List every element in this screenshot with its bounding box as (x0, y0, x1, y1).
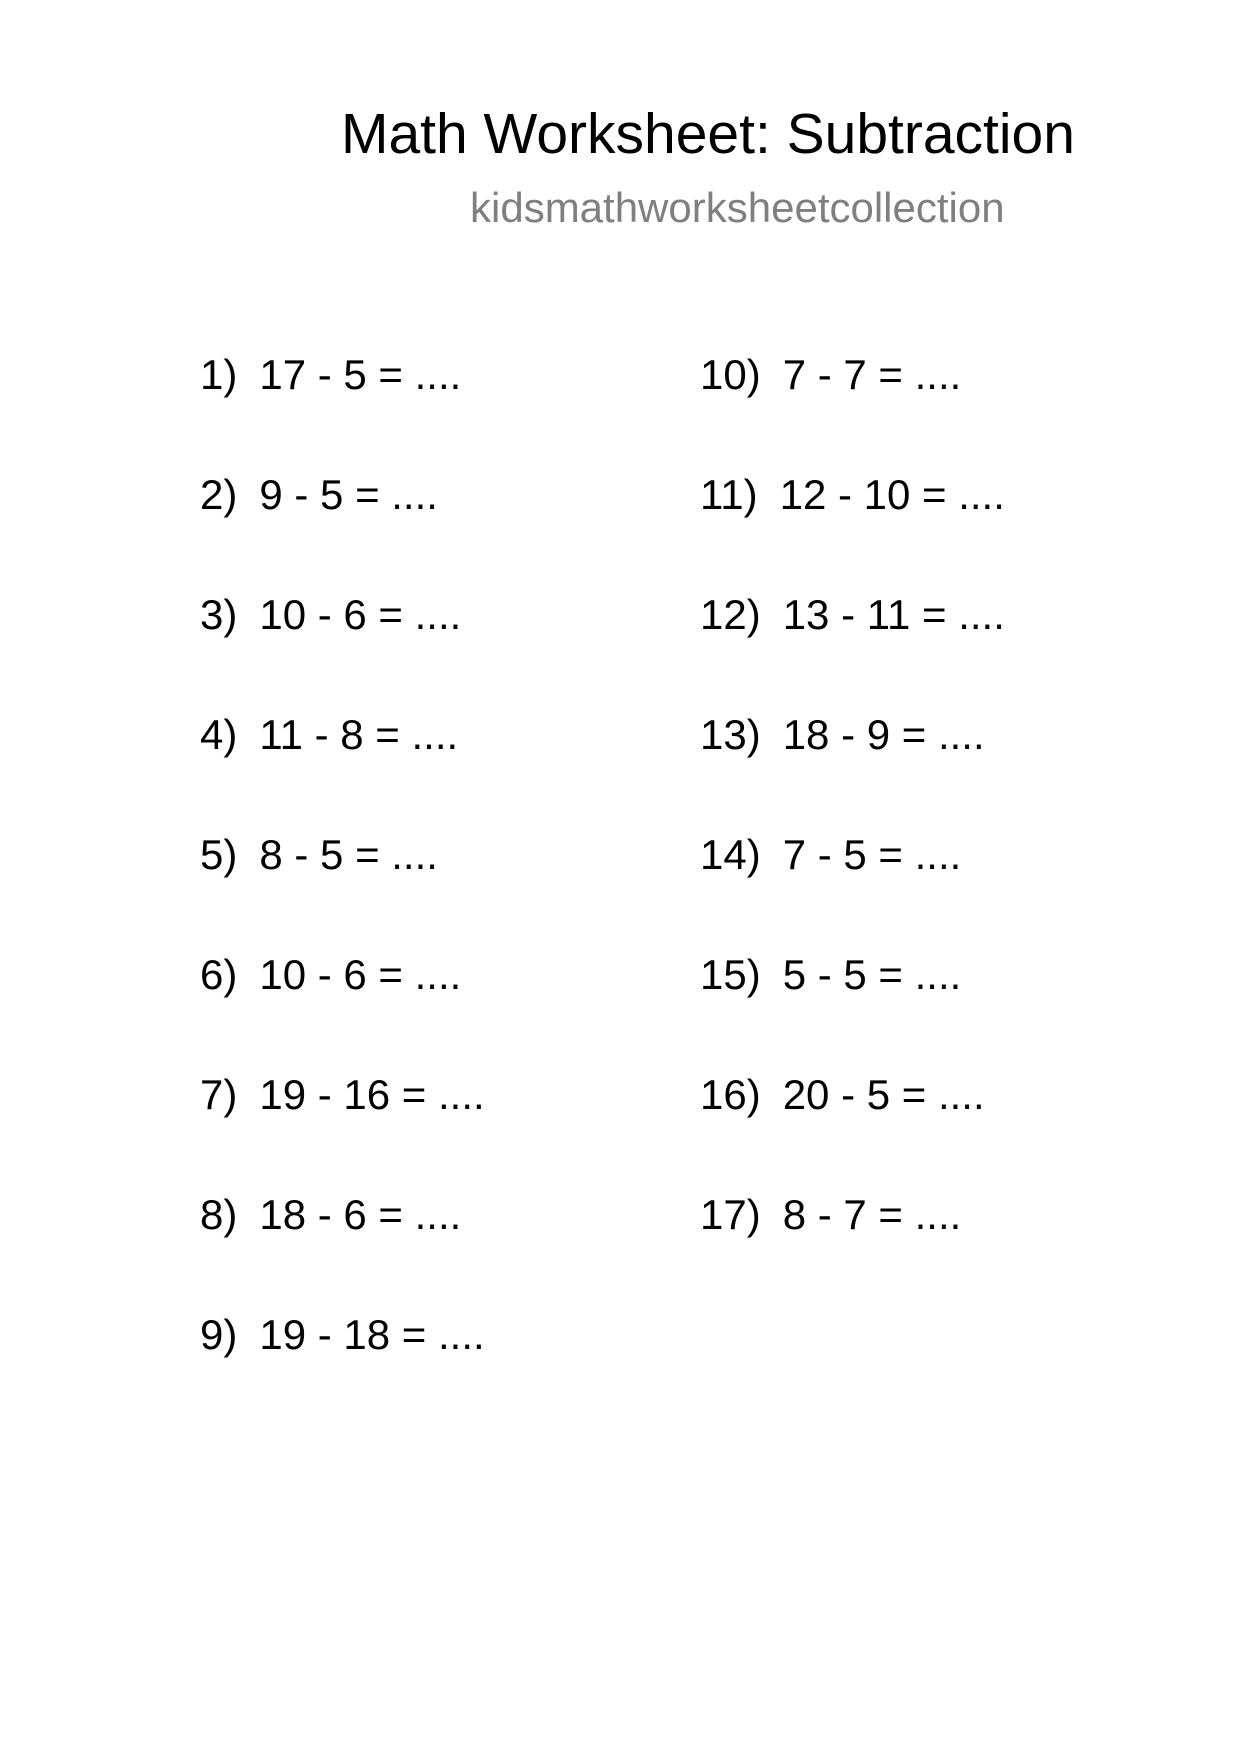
problem-expression: 8 - 7 = .... (782, 1191, 962, 1238)
problem-number: 7) (200, 1071, 238, 1118)
problem-number: 17) (700, 1191, 761, 1238)
problem-item (700, 1185, 1005, 1305)
problem-item (700, 345, 1005, 465)
problem-number: 4) (200, 711, 238, 758)
problem-expression: 17 - 5 = .... (259, 351, 462, 398)
page-subtitle: kidsmathworksheetcollection (470, 184, 1005, 231)
problem-expression: 11 - 8 = .... (259, 711, 459, 758)
problem-expression: 10 - 6 = .... (259, 591, 462, 638)
problem-expression: 19 - 18 = .... (259, 1311, 485, 1358)
problem-number: 9) (200, 1311, 238, 1358)
problem-item (200, 945, 485, 1065)
problem-item (200, 345, 485, 465)
problem-item (200, 825, 485, 945)
problem-number: 14) (700, 831, 761, 878)
problem-item (200, 1065, 485, 1185)
problem-item (200, 1185, 485, 1305)
problem-item (200, 465, 485, 585)
problem-expression: 7 - 7 = .... (782, 351, 962, 398)
problem-number: 15) (700, 951, 761, 998)
problem-expression: 7 - 5 = .... (782, 831, 962, 878)
problem-number: 3) (200, 591, 238, 638)
problem-number: 13) (700, 711, 761, 758)
problem-number: 10) (700, 351, 761, 398)
problem-expression: 20 - 5 = .... (782, 1071, 985, 1118)
problem-item (700, 465, 1005, 585)
problem-item (700, 825, 1005, 945)
problem-expression: 10 - 6 = .... (259, 951, 462, 998)
problem-number: 1) (200, 351, 238, 398)
problem-expression: 19 - 16 = .... (259, 1071, 485, 1118)
page-title: Math Worksheet: Subtraction (341, 102, 1075, 166)
problem-number: 2) (200, 471, 238, 518)
problem-number: 16) (700, 1071, 761, 1118)
problem-column-right (700, 345, 1005, 1305)
problem-number: 5) (200, 831, 238, 878)
problem-expression: 5 - 5 = .... (782, 951, 962, 998)
problem-column-left (200, 345, 485, 1425)
problem-expression: 13 - 11 = .... (782, 591, 1005, 638)
problem-number: 11) (700, 471, 758, 518)
problem-number: 8) (200, 1191, 238, 1238)
problem-item (700, 1065, 1005, 1185)
problem-item (200, 1305, 485, 1425)
problem-expression: 12 - 10 = .... (779, 471, 1005, 518)
problem-number: 6) (200, 951, 238, 998)
problem-item (200, 705, 485, 825)
problem-item (700, 945, 1005, 1065)
problem-item (700, 705, 1005, 825)
problem-number: 12) (700, 591, 761, 638)
problem-expression: 18 - 6 = .... (259, 1191, 462, 1238)
problem-expression: 9 - 5 = .... (259, 471, 438, 518)
problem-item (200, 585, 485, 705)
problem-item (700, 585, 1005, 705)
problem-expression: 8 - 5 = .... (259, 831, 438, 878)
problem-expression: 18 - 9 = .... (782, 711, 985, 758)
